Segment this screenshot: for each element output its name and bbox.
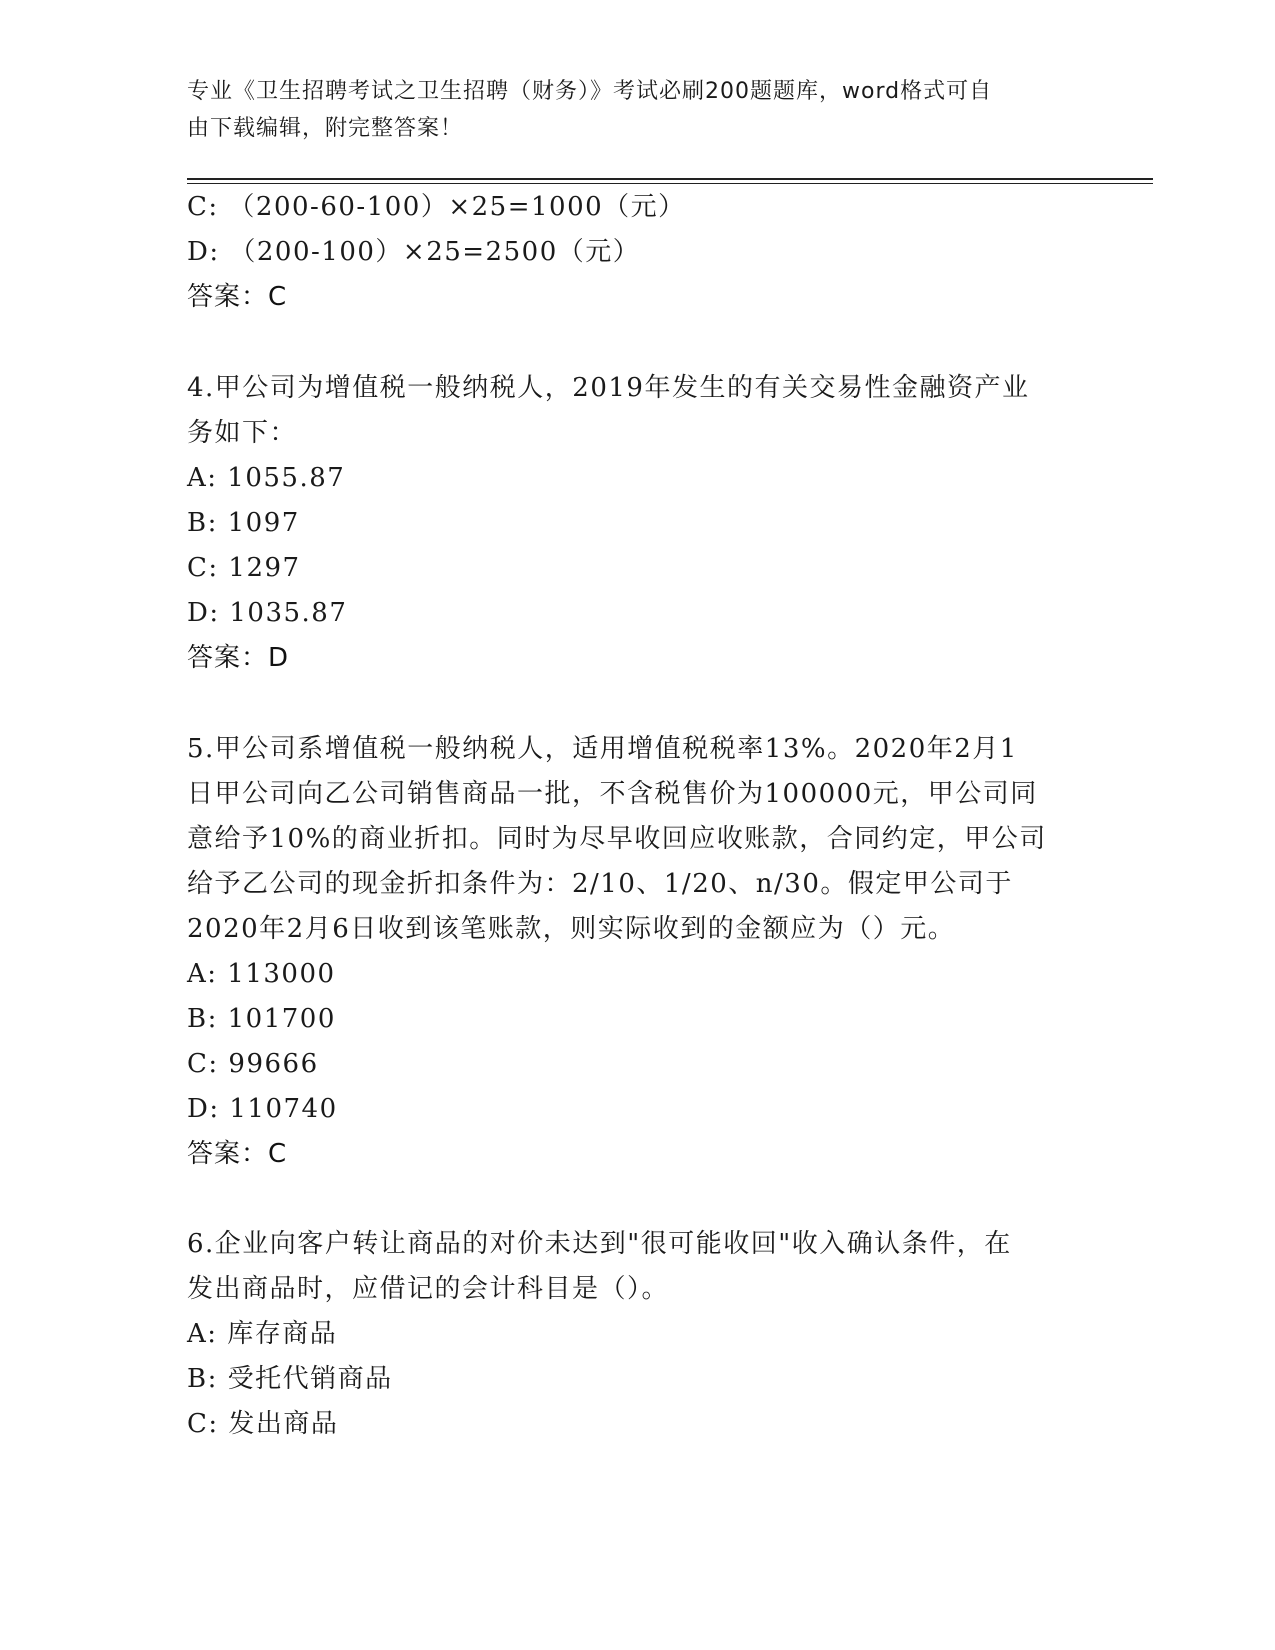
header-title-line-2: 由下载编辑，附完整答案！ [187, 116, 464, 141]
q4-stem-line-1: 4.甲公司为增值税一般纳税人，2019年发生的有关交易性金融资产业 [187, 373, 1030, 403]
header-rule-thin [187, 183, 1153, 184]
document-header [187, 73, 1067, 147]
q4-answer: 答案：D [187, 643, 290, 673]
q5-option-a: A: 113000 [187, 959, 336, 989]
q5-stem-line-1: 5.甲公司系增值税一般纳税人，适用增值税税率13%。2020年2月1 [187, 734, 1018, 764]
q5-stem-line-2: 日甲公司向乙公司销售商品一批，不含税售价为100000元，甲公司同 [187, 779, 1038, 809]
q4-option-d: D: 1035.87 [187, 598, 348, 628]
q6-option-a: A: 库存商品 [187, 1319, 338, 1349]
q5-option-d: D: 110740 [187, 1094, 338, 1124]
q5-option-b: B: 101700 [187, 1004, 336, 1034]
q3-option-c: C: （200-60-100）×25=1000（元） [187, 192, 686, 222]
q5-stem-line-4: 给予乙公司的现金折扣条件为：2/10、1/20、n/30。假定甲公司于 [187, 869, 1013, 899]
q3-option-d: D: （200-100）×25=2500（元） [187, 237, 641, 267]
q5-option-c: C: 99666 [187, 1049, 319, 1079]
header-rule-thick [187, 178, 1153, 180]
q6-stem-line-2: 发出商品时，应借记的会计科目是（）。 [187, 1274, 670, 1304]
q3-answer: 答案：C [187, 282, 288, 312]
q5-stem-line-5: 2020年2月6日收到该笔账款，则实际收到的金额应为（）元。 [187, 914, 956, 944]
q4-option-c: C: 1297 [187, 553, 301, 583]
q4-stem-line-2: 务如下： [187, 418, 298, 448]
q4-option-a: A: 1055.87 [187, 463, 346, 493]
q6-option-c: C: 发出商品 [187, 1409, 339, 1439]
header-title-line-1: 专业《卫生招聘考试之卫生招聘（财务）》考试必刷200题题库，word格式可自 [187, 79, 993, 104]
q6-stem-line-1: 6.企业向客户转让商品的对价未达到"很可能收回"收入确认条件，在 [187, 1229, 1012, 1259]
q5-stem-line-3: 意给予10%的商业折扣。同时为尽早收回应收账款，合同约定，甲公司 [187, 824, 1047, 854]
q5-answer: 答案：C [187, 1139, 288, 1169]
q4-option-b: B: 1097 [187, 508, 300, 538]
q6-option-b: B: 受托代销商品 [187, 1364, 393, 1394]
